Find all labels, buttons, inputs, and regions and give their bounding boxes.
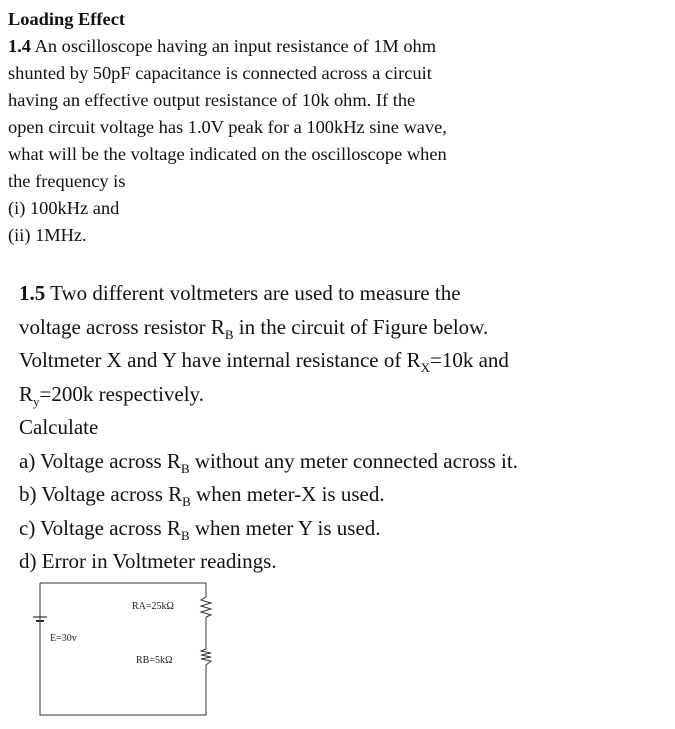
subscript: B — [180, 527, 190, 543]
text: =200k respectively. — [39, 381, 204, 406]
rb-label: RB=5kΩ — [136, 655, 173, 666]
subscript: B — [182, 494, 191, 509]
problem-1-5-line-3 — [19, 344, 669, 378]
circuit-wire-left-bottom — [40, 583, 206, 715]
resistor-ra — [201, 597, 211, 617]
problem-text: An oscilloscope having an input resistance of 1M ohm — [34, 36, 437, 56]
problem-text: Two different voltmeters are used to measure the — [50, 281, 461, 305]
subscript: B — [180, 460, 190, 476]
subscript: y — [33, 393, 40, 409]
text: Voltmeter X and Y have internal resistance of R — [19, 348, 421, 372]
text: b) Voltage across R — [19, 482, 183, 506]
subscript: B — [224, 326, 234, 342]
text: voltage across resistor R — [19, 314, 225, 339]
text: without any meter connected across it. — [189, 448, 518, 473]
source-label: E=30v — [50, 633, 77, 644]
problem-1-4-line-5: what will be the voltage indicated on the oscilloscope when — [8, 144, 447, 164]
text: when meter-X is used. — [190, 482, 385, 506]
problem-1-5 — [19, 277, 669, 579]
text: a) Voltage across R — [19, 448, 181, 473]
text: R — [19, 381, 34, 406]
problem-1-4-line-2: shunted by 50pF capacitance is connected across a circuit — [8, 63, 432, 83]
ra-label: RA=25kΩ — [132, 601, 174, 612]
part-d: d) Error in Voltmeter readings. — [19, 549, 277, 573]
problem-1-4-line-6: the frequency is — [8, 171, 126, 191]
text: c) Voltage across R — [19, 515, 181, 540]
problem-1-4 — [8, 6, 658, 249]
problem-number: 1.4 — [8, 36, 31, 56]
problem-1-4-line-3: having an effective output resistance of 10k ohm. If the — [8, 90, 416, 110]
text: in the circuit of Figure below. — [233, 314, 489, 339]
problem-1-4-line-4: open circuit voltage has 1.0V peak for a 100kHz sine wave, — [8, 117, 447, 137]
problem-1-4-part-ii: (ii) 1MHz. — [8, 225, 87, 245]
problem-1-4-line-1 — [8, 33, 658, 60]
problem-1-5-line-2 — [19, 311, 669, 345]
problem-1-5-line-4 — [19, 378, 669, 412]
section-heading: Loading Effect — [8, 9, 125, 29]
text: when meter Y is used. — [189, 515, 381, 540]
circuit-diagram — [0, 565, 260, 725]
text: =10k and — [430, 348, 509, 372]
resistor-rb — [201, 649, 211, 665]
problem-1-4-part-i: (i) 100kHz and — [8, 198, 120, 218]
problem-1-5-line-1 — [19, 277, 669, 311]
part-a — [19, 445, 669, 479]
part-c — [19, 512, 669, 546]
part-b — [19, 478, 669, 512]
problem-number: 1.5 — [19, 281, 46, 305]
subscript: X — [420, 360, 430, 375]
circuit-wire-top — [40, 583, 206, 597]
calculate-label: Calculate — [19, 415, 99, 439]
